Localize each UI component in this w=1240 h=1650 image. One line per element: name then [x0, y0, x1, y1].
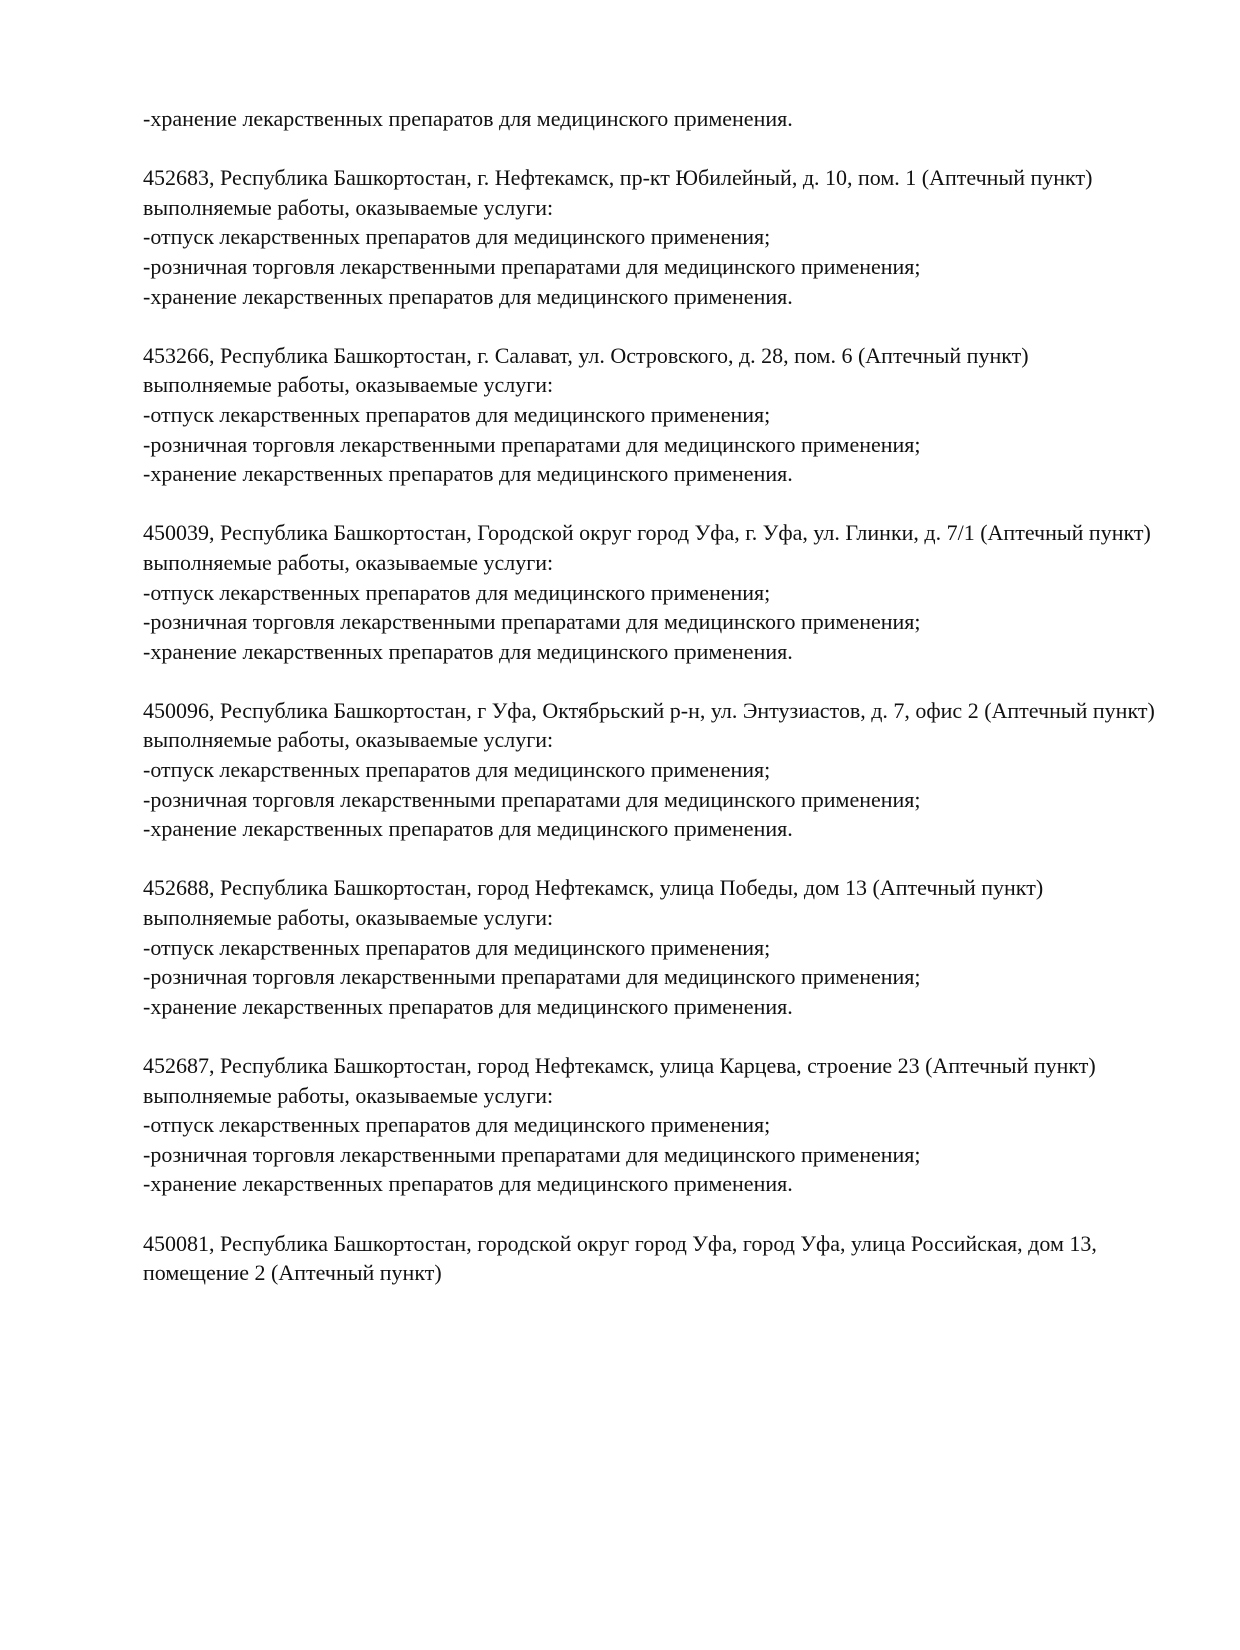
- entry-services-heading: выполняемые работы, оказываемые услуги:: [143, 372, 554, 398]
- entry-service-line: -отпуск лекарственных препаратов для медицинского применения;: [143, 1112, 771, 1138]
- entry-address: 450081, Республика Башкортостан, городской округ город Уфа, город Уфа, улица Российская, дом 13, помещение 2 (Аптечный пункт): [143, 1230, 1097, 1286]
- entry-block: [143, 1051, 1163, 1199]
- entry-service-line: -розничная торговля лекарственными препаратами для медицинского применения;: [143, 431, 921, 457]
- entry-services-heading: выполняемые работы, оказываемые услуги:: [143, 905, 554, 931]
- entry-block: [143, 518, 1163, 666]
- entry-service-line: -розничная торговля лекарственными препаратами для медицинского применения;: [143, 609, 921, 635]
- entry-address: 452683, Республика Башкортостан, г. Нефтекамск, пр-кт Юбилейный, д. 10, пом. 1 (Аптечный пункт): [143, 165, 1093, 191]
- entry-address: 452688, Республика Башкортостан, город Нефтекамск, улица Победы, дом 13 (Аптечный пункт): [143, 875, 1044, 901]
- entry-service-line: -розничная торговля лекарственными препаратами для медицинского применения;: [143, 253, 921, 279]
- entry-service-line: -хранение лекарственных препаратов для медицинского применения.: [143, 993, 793, 1019]
- entry-service-line: -хранение лекарственных препаратов для медицинского применения.: [143, 638, 793, 664]
- entry-block: [143, 1229, 1163, 1288]
- entry-block: [143, 341, 1163, 489]
- entry-services-heading: выполняемые работы, оказываемые услуги:: [143, 194, 554, 220]
- entry-block: [143, 873, 1163, 1021]
- entry-address: 453266, Республика Башкортостан, г. Салават, ул. Островского, д. 28, пом. 6 (Аптечный пункт): [143, 342, 1029, 368]
- entry-block: [143, 163, 1163, 311]
- document-body: [143, 104, 1163, 1288]
- intro-service-line: -хранение лекарственных препаратов для медицинского применения.: [143, 106, 793, 131]
- entry-service-line: -хранение лекарственных препаратов для медицинского применения.: [143, 1171, 793, 1197]
- entry-services-heading: выполняемые работы, оказываемые услуги:: [143, 727, 554, 753]
- entry-services-heading: выполняемые работы, оказываемые услуги:: [143, 1082, 554, 1108]
- entry-service-line: -отпуск лекарственных препаратов для медицинского применения;: [143, 934, 771, 960]
- entry-service-line: -отпуск лекарственных препаратов для медицинского применения;: [143, 757, 771, 783]
- entry-service-line: -розничная торговля лекарственными препаратами для медицинского применения;: [143, 786, 921, 812]
- entry-service-line: -розничная торговля лекарственными препаратами для медицинского применения;: [143, 964, 921, 990]
- entry-block: [143, 696, 1163, 844]
- entry-service-line: -отпуск лекарственных препаратов для медицинского применения;: [143, 579, 771, 605]
- entry-service-line: -отпуск лекарственных препаратов для медицинского применения;: [143, 401, 771, 427]
- entry-service-line: -хранение лекарственных препаратов для медицинского применения.: [143, 461, 793, 487]
- entry-service-line: -отпуск лекарственных препаратов для медицинского применения;: [143, 224, 771, 250]
- entry-address: 452687, Республика Башкортостан, город Нефтекамск, улица Карцева, строение 23 (Аптечный пункт): [143, 1053, 1096, 1078]
- entry-service-line: -розничная торговля лекарственными препаратами для медицинского применения;: [143, 1141, 921, 1167]
- entry-address: 450096, Республика Башкортостан, г Уфа, Октябрьский р-н, ул. Энтузиастов, д. 7, офис 2 (Аптечный пункт): [143, 697, 1155, 723]
- entry-service-line: -хранение лекарственных препаратов для медицинского применения.: [143, 816, 793, 842]
- entry-services-heading: выполняемые работы, оказываемые услуги:: [143, 549, 554, 575]
- entry-address: 450039, Республика Башкортостан, Городской округ город Уфа, г. Уфа, ул. Глинки, д. 7/1 (Аптечный пункт): [143, 520, 1151, 546]
- entry-service-line: -хранение лекарственных препаратов для медицинского применения.: [143, 283, 793, 309]
